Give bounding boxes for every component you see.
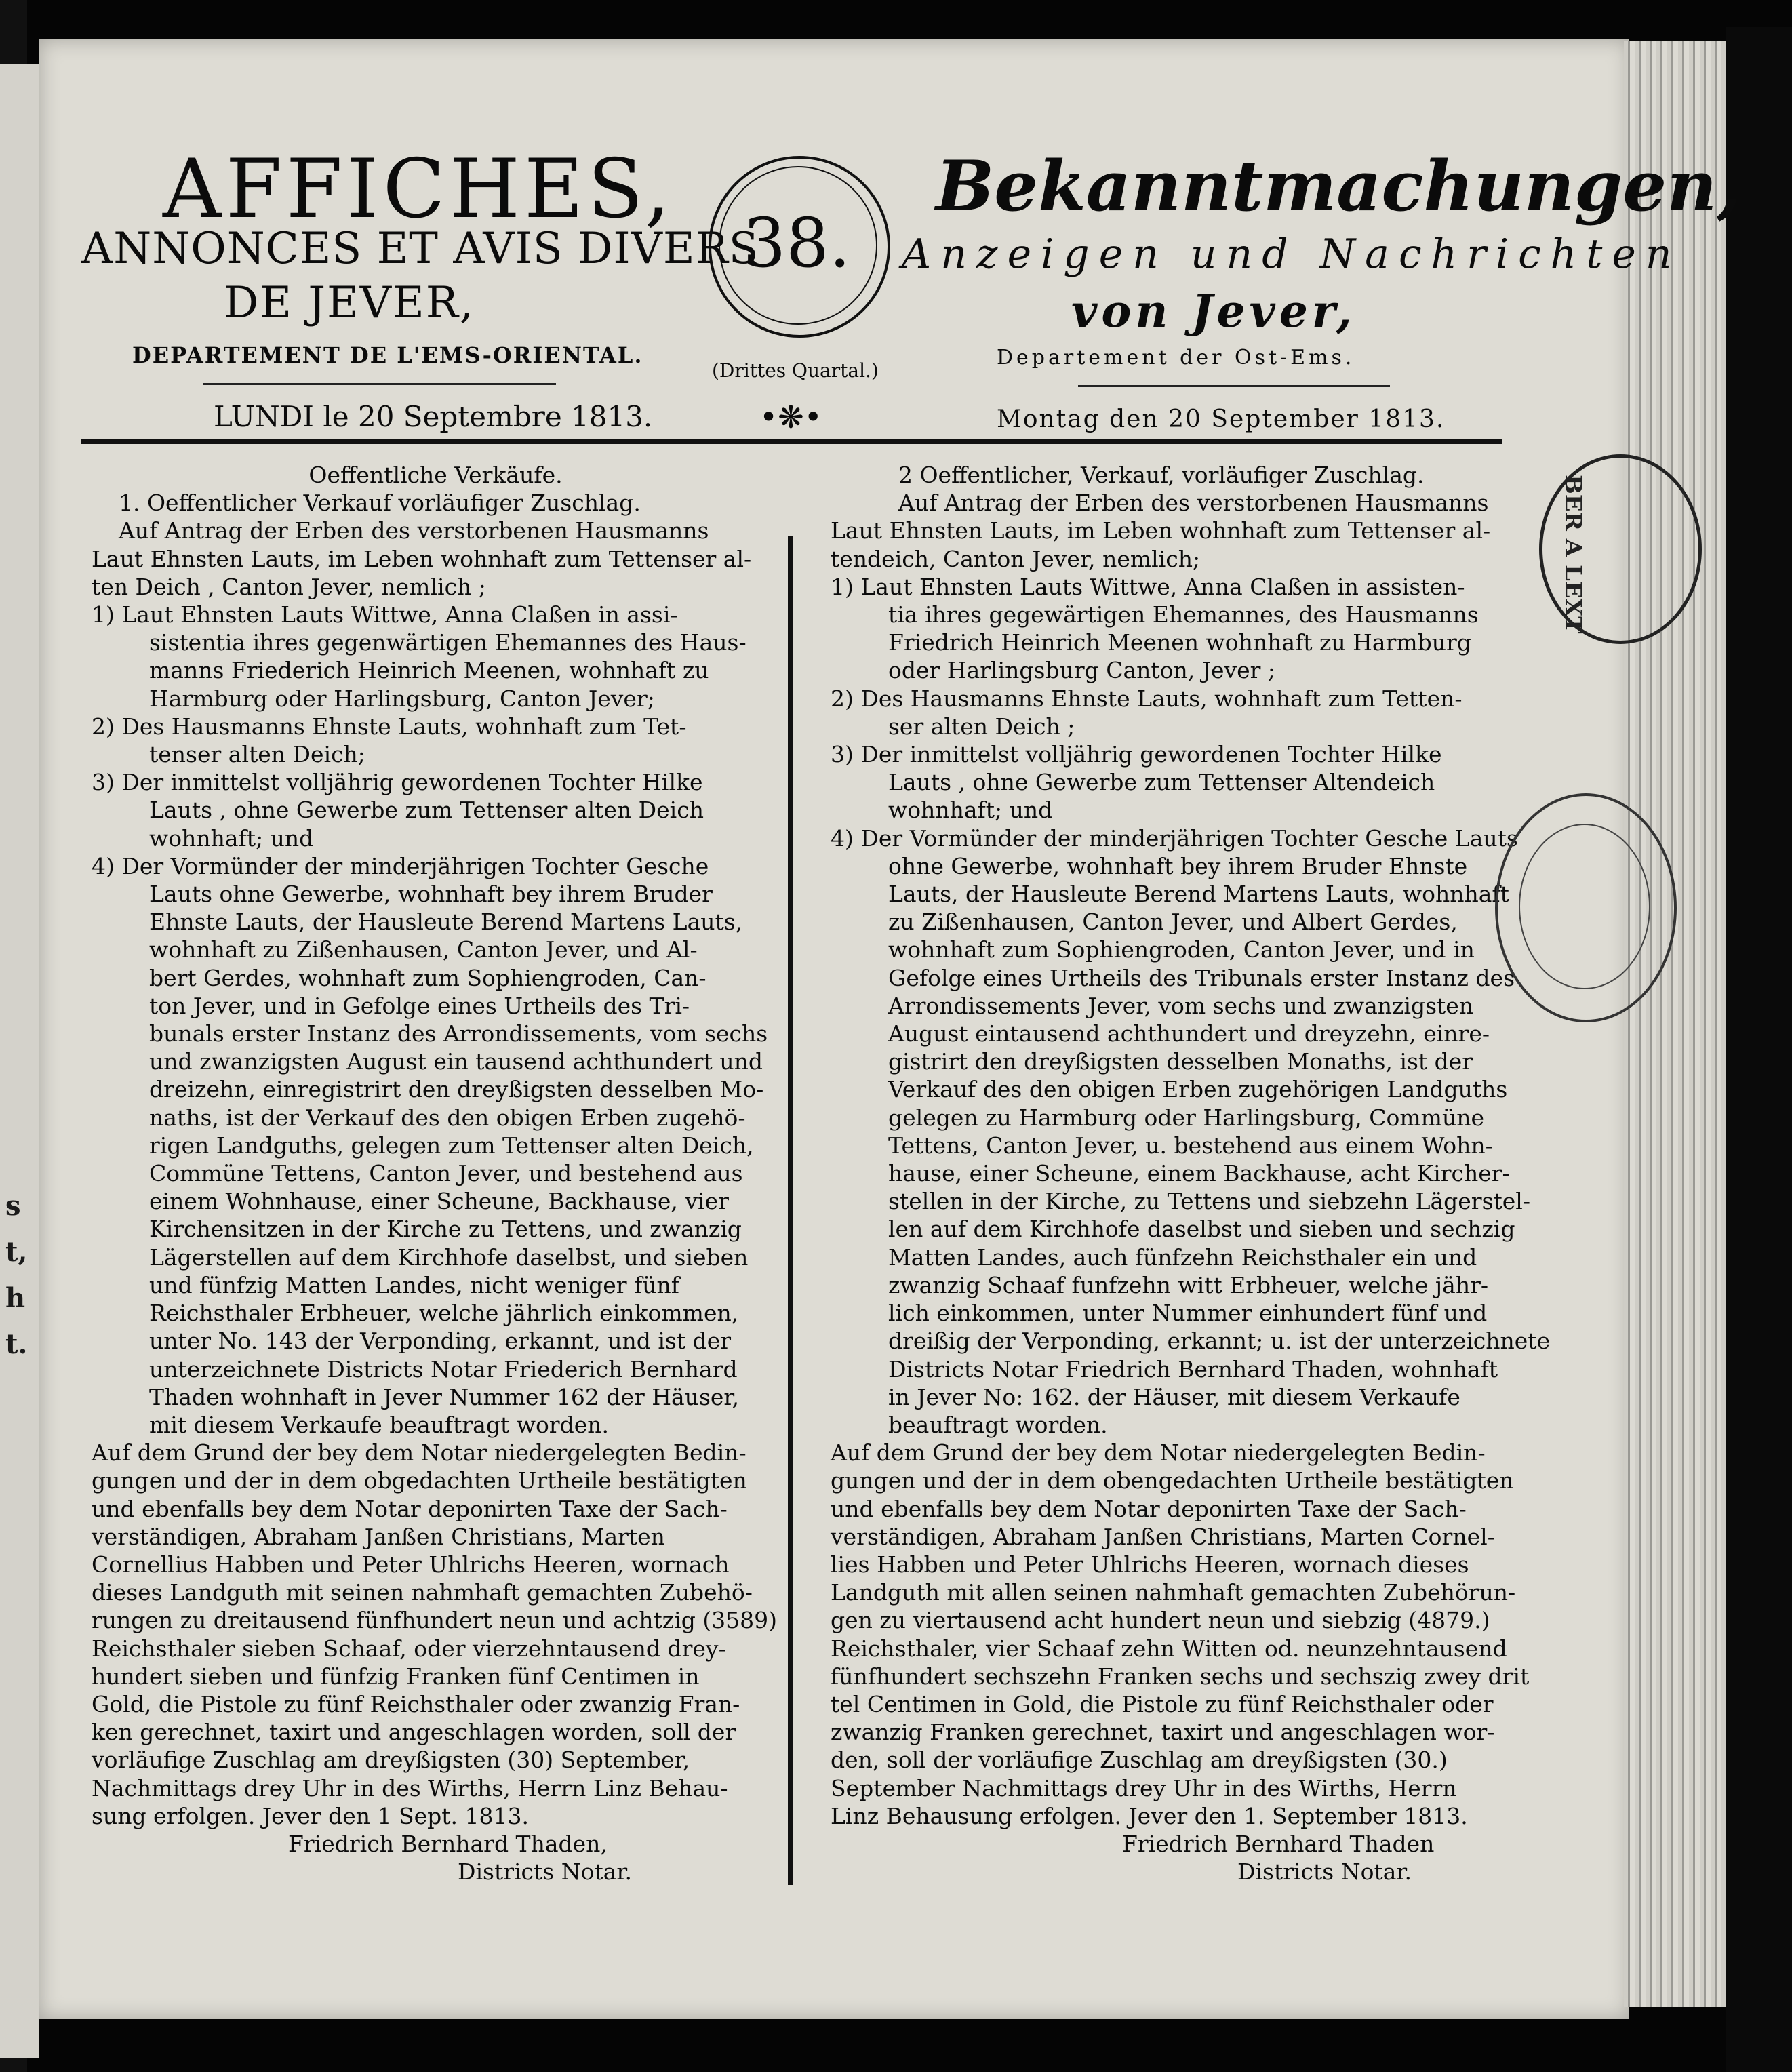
text-line: Lägerstellen auf dem Kirchhofe daselbst, und sieben: [149, 1243, 749, 1271]
text-line: tel Centimen in Gold, die Pistole zu fünf Reichsthaler oder: [831, 1690, 1494, 1717]
text-line: Districts Notar Friedrich Bernhard Thaden, wohnhaft: [888, 1355, 1498, 1382]
text-line: tia ihres gegewärtigen Ehemannes, des Hausmanns: [888, 601, 1479, 629]
text-line: den, soll der vorläufige Zuschlag am dreyßigsten (30.): [831, 1747, 1448, 1774]
list-item: 1) Laut Ehnsten Lauts Wittwe, Anna Claßen in assi-: [92, 601, 678, 629]
text-line: vorläufige Zuschlag am dreyßigsten (30) September,: [92, 1747, 690, 1774]
text-line: August eintausend achthundert und dreyzehn, einre-: [888, 1020, 1490, 1048]
signature-title: Districts Notar.: [458, 1858, 633, 1886]
section-heading: Oeffentliche Verkäufe.: [308, 462, 563, 488]
text-line: Lauts , ohne Gewerbe zum Tettenser Altendeich: [888, 769, 1435, 796]
header-rule-left: [203, 383, 556, 385]
text-line: verständigen, Abraham Janßen Christians, Marten: [92, 1523, 665, 1550]
header-rule-right: [1078, 385, 1390, 387]
text-line: Linz Behausung erfolgen. Jever den 1. September 1813.: [831, 1802, 1468, 1829]
text-line: und zwanzigsten August ein tausend achthundert und: [149, 1048, 763, 1075]
text-line: Ehnste Lauts, der Hausleute Berend Martens Lauts,: [149, 909, 743, 936]
text-line: wohnhaft; und: [888, 797, 1053, 824]
text-line: lich einkommen, unter Nummer einhundert fünf und: [888, 1300, 1488, 1327]
text-line: Auf Antrag der Erben des verstorbenen Hausmanns: [119, 517, 709, 544]
text-line: beauftragt worden.: [888, 1411, 1108, 1438]
signature-name: Friedrich Bernhard Thaden,: [288, 1830, 608, 1857]
text-line: ken gerechnet, taxirt und angeschlagen worden, soll der: [92, 1719, 736, 1746]
text-line: gelegen zu Harmburg oder Harlingsburg, Commüne: [888, 1104, 1484, 1131]
text-line: Tettens, Canton Jever, u. bestehend aus einem Wohn-: [888, 1132, 1493, 1159]
text-line: ser alten Deich ;: [888, 713, 1075, 740]
scan-background-right: [1726, 27, 1792, 2072]
french-masthead-subtitle: ANNONCES ET AVIS DIVERS: [81, 224, 759, 274]
previous-page-edge: [0, 64, 39, 2058]
text-line: rigen Landguths, gelegen zum Tettenser alten Deich,: [149, 1132, 754, 1159]
text-line: ohne Gewerbe, wohnhaft bey ihrem Bruder Ehnste: [888, 852, 1468, 879]
list-item: 1) Laut Ehnsten Lauts Wittwe, Anna Claßen in assisten-: [831, 573, 1465, 600]
text-line: dreißig der Verponding, erkannt; u. ist der unterzeichnete: [888, 1328, 1551, 1355]
text-line: Friedrich Heinrich Meenen wohnhaft zu Harmburg: [888, 629, 1471, 656]
quarter-label: (Drittes Quartal.): [712, 359, 879, 382]
text-line: dieses Landguth mit seinen nahmhaft gemachten Zubehö-: [92, 1579, 753, 1606]
text-line: rungen zu dreitausend fünfhundert neun und achtzig (3589): [92, 1607, 778, 1634]
text-line: gistrirt den dreyßigsten desselben Monaths, ist der: [888, 1048, 1473, 1075]
article-heading: 2 Oeffentlicher, Verkauf, vorläufiger Zuschlag.: [898, 462, 1425, 488]
text-line: fünfhundert sechszehn Franken sechs und sechszig zwey drit: [831, 1662, 1530, 1690]
text-line: Lauts, der Hausleute Berend Martens Lauts, wohnhaft: [888, 881, 1509, 908]
text-line: Kirchensitzen in der Kirche zu Tettens, und zwanzig: [149, 1216, 742, 1243]
text-line: Arrondissements Jever, vom sechs und zwanzigsten: [888, 992, 1474, 1019]
french-masthead-subtitle-2: DE JEVER,: [224, 278, 475, 328]
german-masthead-subtitle-2: von Jever,: [1071, 285, 1356, 338]
text-line: gungen und der in dem obengedachten Urtheile bestätigten: [831, 1467, 1514, 1494]
text-line: Commüne Tettens, Canton Jever, und bestehend aus: [149, 1160, 743, 1187]
article-heading: 1. Oeffentlicher Verkauf vorläufiger Zuschlag.: [119, 490, 641, 517]
text-line: Auf dem Grund der bey dem Notar niedergelegten Bedin-: [92, 1439, 746, 1467]
text-line: wohnhaft zum Sophiengroden, Canton Jever, und in: [888, 936, 1475, 963]
column-divider: [788, 536, 793, 1885]
text-line: Thaden wohnhaft in Jever Nummer 162 der Häuser,: [149, 1383, 740, 1410]
text-line: und ebenfalls bey dem Notar deponirten Taxe der Sach-: [831, 1495, 1467, 1522]
text-line: sistentia ihres gegenwärtigen Ehemannes des Haus-: [149, 629, 746, 656]
text-line: Cornellius Habben und Peter Uhlrichs Heeren, wornach: [92, 1551, 730, 1578]
text-line: Lauts , ohne Gewerbe zum Tettenser alten Deich: [149, 797, 704, 824]
text-line: wohnhaft zu Zißenhausen, Canton Jever, und Al-: [149, 936, 698, 963]
list-item: 2) Des Hausmanns Ehnste Lauts, wohnhaft zum Tet-: [92, 713, 687, 740]
text-line: zwanzig Schaaf funfzehn witt Erbheuer, welche jähr-: [888, 1271, 1489, 1298]
text-line: September Nachmittags drey Uhr in des Wirths, Herrn: [831, 1774, 1457, 1801]
text-line: tendeich, Canton Jever, nemlich;: [831, 545, 1201, 572]
text-line: zu Zißenhausen, Canton Jever, und Albert Gerdes,: [888, 909, 1458, 936]
issue-number: 38.: [742, 203, 851, 283]
text-line: oder Harlingsburg Canton, Jever ;: [888, 657, 1276, 684]
text-line: gungen und der in dem obgedachten Urtheile bestätigten: [92, 1467, 747, 1494]
list-item: 2) Des Hausmanns Ehnste Lauts, wohnhaft zum Tetten-: [831, 685, 1462, 712]
text-line: len auf dem Kirchhofe daselbst und sieben und sechzig: [888, 1216, 1515, 1243]
text-line: zwanzig Franken gerechnet, taxirt und angeschlagen wor-: [831, 1719, 1495, 1746]
text-line: bunals erster Instanz des Arrondissements, vom sechs: [149, 1020, 768, 1048]
text-line: Landguth mit allen seinen nahmhaft gemachten Zubehörun-: [831, 1579, 1516, 1606]
text-line: unterzeichnete Districts Notar Friederich Bernhard: [149, 1355, 738, 1382]
text-line: ten Deich , Canton Jever, nemlich ;: [92, 573, 486, 600]
right-column-article: [831, 461, 1551, 1886]
text-line: Auf dem Grund der bey dem Notar niedergelegten Bedin-: [831, 1439, 1486, 1467]
text-line: hundert sieben und fünfzig Franken fünf Centimen in: [92, 1662, 700, 1690]
french-masthead-title: AFFICHES,: [163, 142, 675, 237]
text-line: einem Wohnhause, einer Scheune, Backhause, vier: [149, 1188, 729, 1215]
list-item: 4) Der Vormünder der minderjährigen Tochter Gesche: [92, 852, 709, 879]
text-line: Reichsthaler Erbheuer, welche jährlich einkommen,: [149, 1300, 739, 1327]
text-line: tenser alten Deich;: [149, 741, 365, 768]
text-line: hause, einer Scheune, einem Backhause, acht Kircher-: [888, 1160, 1510, 1187]
text-line: und fünfzig Matten Landes, nicht weniger fünf: [149, 1271, 680, 1298]
text-line: in Jever No: 162. der Häuser, mit diesem Verkaufe: [888, 1383, 1460, 1410]
text-line: Matten Landes, auch fünfzehn Reichsthaler ein und: [888, 1243, 1477, 1271]
text-line: unter No. 143 der Verponding, erkannt, und ist der: [149, 1328, 731, 1355]
text-line: stellen in der Kirche, zu Tettens und siebzehn Lägerstel-: [888, 1188, 1531, 1215]
header-divider: [81, 439, 1502, 444]
signature-title: Districts Notar.: [1237, 1858, 1412, 1886]
ornament-icon: •❋•: [759, 399, 822, 435]
text-line: verständigen, Abraham Janßen Christians, Marten Cornel-: [831, 1523, 1495, 1550]
eagle-seal-inner: [1519, 824, 1650, 989]
text-line: Gold, die Pistole zu fünf Reichsthaler oder zwanzig Fran-: [92, 1690, 740, 1717]
german-date-line: Montag den 20 September 1813.: [997, 405, 1446, 433]
text-line: Lauts ohne Gewerbe, wohnhaft bey ihrem Bruder: [149, 881, 713, 908]
text-line: Harmburg oder Harlingsburg, Canton Jever;: [149, 685, 655, 712]
text-line: Gefolge eines Urtheils des Tribunals erster Instanz des: [888, 964, 1515, 991]
list-item: 3) Der inmittelst volljährig gewordenen Tochter Hilke: [831, 741, 1442, 768]
text-line: dreizehn, einregistrirt den dreyßigsten desselben Mo-: [149, 1076, 764, 1103]
text-line: Auf Antrag der Erben des verstorbenen Hausmanns: [898, 490, 1489, 517]
text-line: Laut Ehnsten Lauts, im Leben wohnhaft zum Tettenser al-: [92, 545, 752, 572]
list-item: 4) Der Vormünder der minderjährigen Tochter Gesche Lauts: [831, 824, 1518, 852]
text-line: Laut Ehnsten Lauts, im Leben wohnhaft zum Tettenser al-: [831, 517, 1491, 544]
french-department-line: DEPARTEMENT DE L'EMS-ORIENTAL.: [132, 342, 643, 368]
library-stamp-text: BER A LEXT: [1559, 475, 1587, 634]
text-line: wohnhaft; und: [149, 824, 314, 852]
text-line: und ebenfalls bey dem Notar deponirten Taxe der Sach-: [92, 1495, 728, 1522]
text-line: Reichsthaler sieben Schaaf, oder vierzehntausend drey-: [92, 1635, 726, 1662]
german-masthead-subtitle: Anzeigen und Nachrichten: [902, 231, 1681, 278]
text-line: lies Habben und Peter Uhlrichs Heeren, wornach dieses: [831, 1551, 1469, 1578]
text-line: manns Friederich Heinrich Meenen, wohnhaft zu: [149, 657, 709, 684]
text-line: Nachmittags drey Uhr in des Wirths, Herrn Linz Behau-: [92, 1774, 728, 1801]
text-line: sung erfolgen. Jever den 1 Sept. 1813.: [92, 1802, 529, 1829]
german-department-line: Departement der Ost-Ems.: [997, 346, 1355, 370]
text-line: naths, ist der Verkauf des den obigen Erben zugehö-: [149, 1104, 746, 1131]
german-masthead-title: Bekanntmachungen,: [936, 146, 1741, 227]
text-line: gen zu viertausend acht hundert neun und siebzig (4879.): [831, 1607, 1490, 1634]
left-column-article: [92, 461, 780, 1886]
text-line: Verkauf des den obigen Erben zugehörigen Landguths: [888, 1076, 1508, 1103]
text-line: mit diesem Verkaufe beauftragt worden.: [149, 1411, 609, 1438]
text-line: ton Jever, und in Gefolge eines Urtheils des Tri-: [149, 992, 690, 1019]
page-stack-edge: [1624, 41, 1726, 2007]
previous-page-text-fragment: s t, h t.: [5, 1190, 28, 1360]
text-line: Reichsthaler, vier Schaaf zehn Witten od. neunzehntausend: [831, 1635, 1507, 1662]
text-line: bert Gerdes, wohnhaft zum Sophiengroden, Can-: [149, 964, 706, 991]
signature-name: Friedrich Bernhard Thaden: [1122, 1830, 1435, 1857]
list-item: 3) Der inmittelst volljährig gewordenen Tochter Hilke: [92, 769, 703, 796]
french-date-line: LUNDI le 20 Septembre 1813.: [214, 400, 653, 433]
